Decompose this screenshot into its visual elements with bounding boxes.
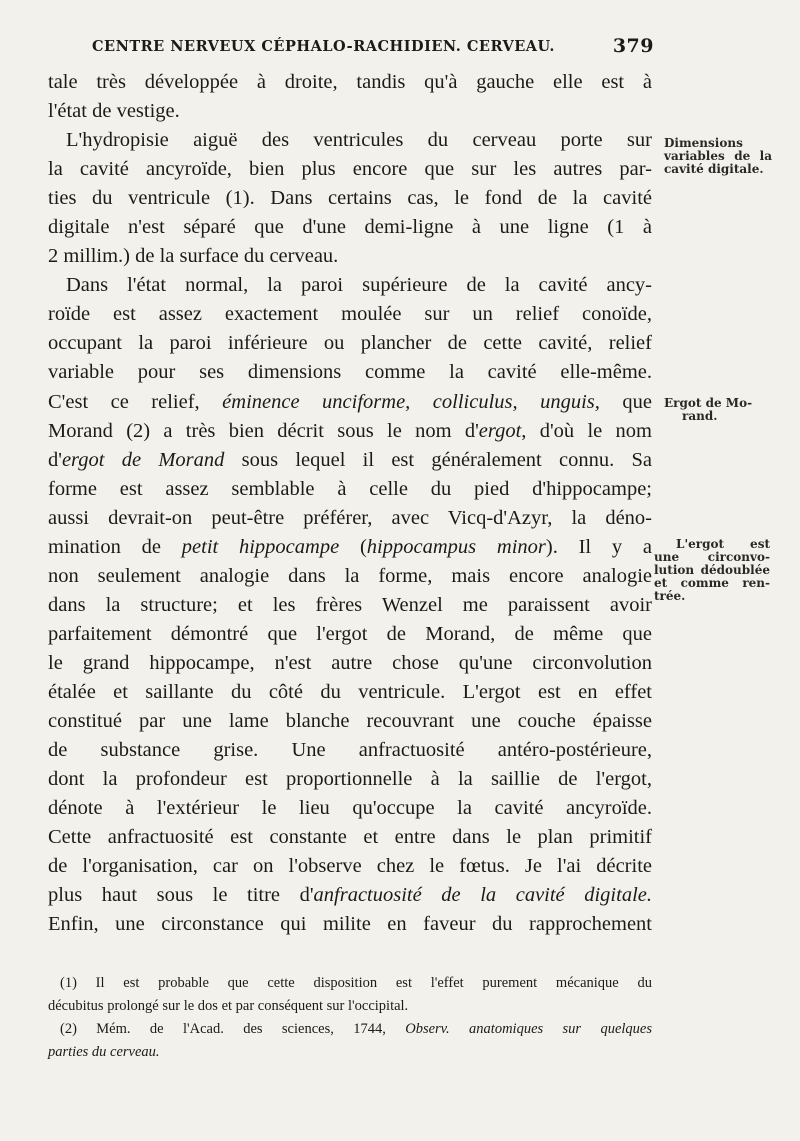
footnote-line: décubitus prolongé sur le dos et par conséquent sur l'occipital. [48, 998, 409, 1014]
body-line: 2 millim.) de la surface du cerveau. [48, 245, 339, 268]
margin-note-circonvolution: L'ergot est une circonvo- lution dédoublée et comme ren- trée. [654, 537, 770, 603]
body-line: ties du ventricule (1). Dans certains cas, le fond de la cavité [48, 187, 652, 210]
margin-note-dimensions: Dimensions variables de la cavité digitale. [664, 136, 772, 176]
body-line: C'est ce relief, éminence unciforme, colliculus, unguis, que [48, 390, 652, 413]
body-line: Dans l'état normal, la paroi supérieure de la cavité ancy- [66, 274, 652, 297]
body-line: de l'organisation, car on l'observe chez le fœtus. Je l'ai décrite [48, 855, 652, 878]
body-line: le grand hippocampe, n'est autre chose qu'une circonvolution [48, 651, 652, 674]
footnote-line: (1) Il est probable que cette disposition est l'effet purement mécanique du [60, 975, 652, 991]
body-line: tale très développée à droite, tandis qu'à gauche elle est à [48, 71, 652, 93]
margin-note-ergot: Ergot de Mo- rand. [664, 396, 753, 423]
body-line: dans la structure; et les frères Wenzel me paraissent avoir [48, 593, 652, 616]
body-line: plus haut sous le titre d'anfractuosité de la cavité digitale. [48, 884, 652, 907]
body-line: mination de petit hippocampe (hippocampus minor). Il y a [48, 535, 653, 558]
body-line: dont la profondeur est proportionnelle à la saillie de l'ergot, [48, 768, 652, 791]
body-line: la cavité ancyroïde, bien plus encore que sur les autres par- [48, 158, 652, 181]
footnote-line: parties du cerveau. [48, 1044, 160, 1060]
body-line: variable pour ses dimensions comme la cavité elle-même. [48, 361, 652, 384]
body-line: non seulement analogie dans la forme, mais encore analogie [48, 564, 652, 587]
body-text [48, 68, 652, 939]
body-line: occupant la paroi inférieure ou plancher de cette cavité, relief [48, 332, 652, 355]
body-line: d'ergot de Morand sous lequel il est généralement connu. Sa [48, 448, 652, 471]
body-line: aussi devrait-on peut-être préférer, avec Vicq-d'Azyr, la déno- [48, 506, 652, 529]
body-line: roïde est assez exactement moulée sur un relief conoïde, [48, 303, 652, 326]
body-line: Cette anfractuosité est constante et entre dans le plan primitif [48, 826, 652, 849]
page-number: 379 [612, 35, 654, 57]
body-line: forme est assez semblable à celle du pied d'hippocampe; [48, 477, 652, 500]
header-title: CENTRE NERVEUX CÉPHALO-RACHIDIEN. CERVEAU. [92, 38, 555, 55]
body-line: Enfin, une circonstance qui milite en faveur du rapprochement [48, 913, 652, 936]
body-line: constitué par une lame blanche recouvrant une couche épaisse [48, 710, 652, 733]
running-header [92, 35, 654, 57]
footnotes [48, 972, 652, 1064]
body-line: dénote à l'extérieur le lieu qu'occupe la cavité ancyroïde. [48, 797, 652, 820]
body-line: Morand (2) a très bien décrit sous le nom d'ergot, d'où le nom [48, 419, 652, 442]
body-line: L'hydropisie aiguë des ventricules du cerveau porte sur [66, 129, 652, 152]
body-line: étalée et saillante du côté du ventricule. L'ergot est en effet [48, 680, 652, 703]
footnote-line: (2) Mém. de l'Acad. des sciences, 1744, Observ. anatomiques sur quelques [60, 1021, 652, 1037]
body-line: digitale n'est séparé que d'une demi-ligne à une ligne (1 à [48, 216, 652, 239]
body-line: l'état de vestige. [48, 100, 180, 123]
body-line: parfaitement démontré que l'ergot de Morand, de même que [48, 622, 652, 645]
body-line: de substance grise. Une anfractuosité antéro-postérieure, [48, 739, 652, 762]
